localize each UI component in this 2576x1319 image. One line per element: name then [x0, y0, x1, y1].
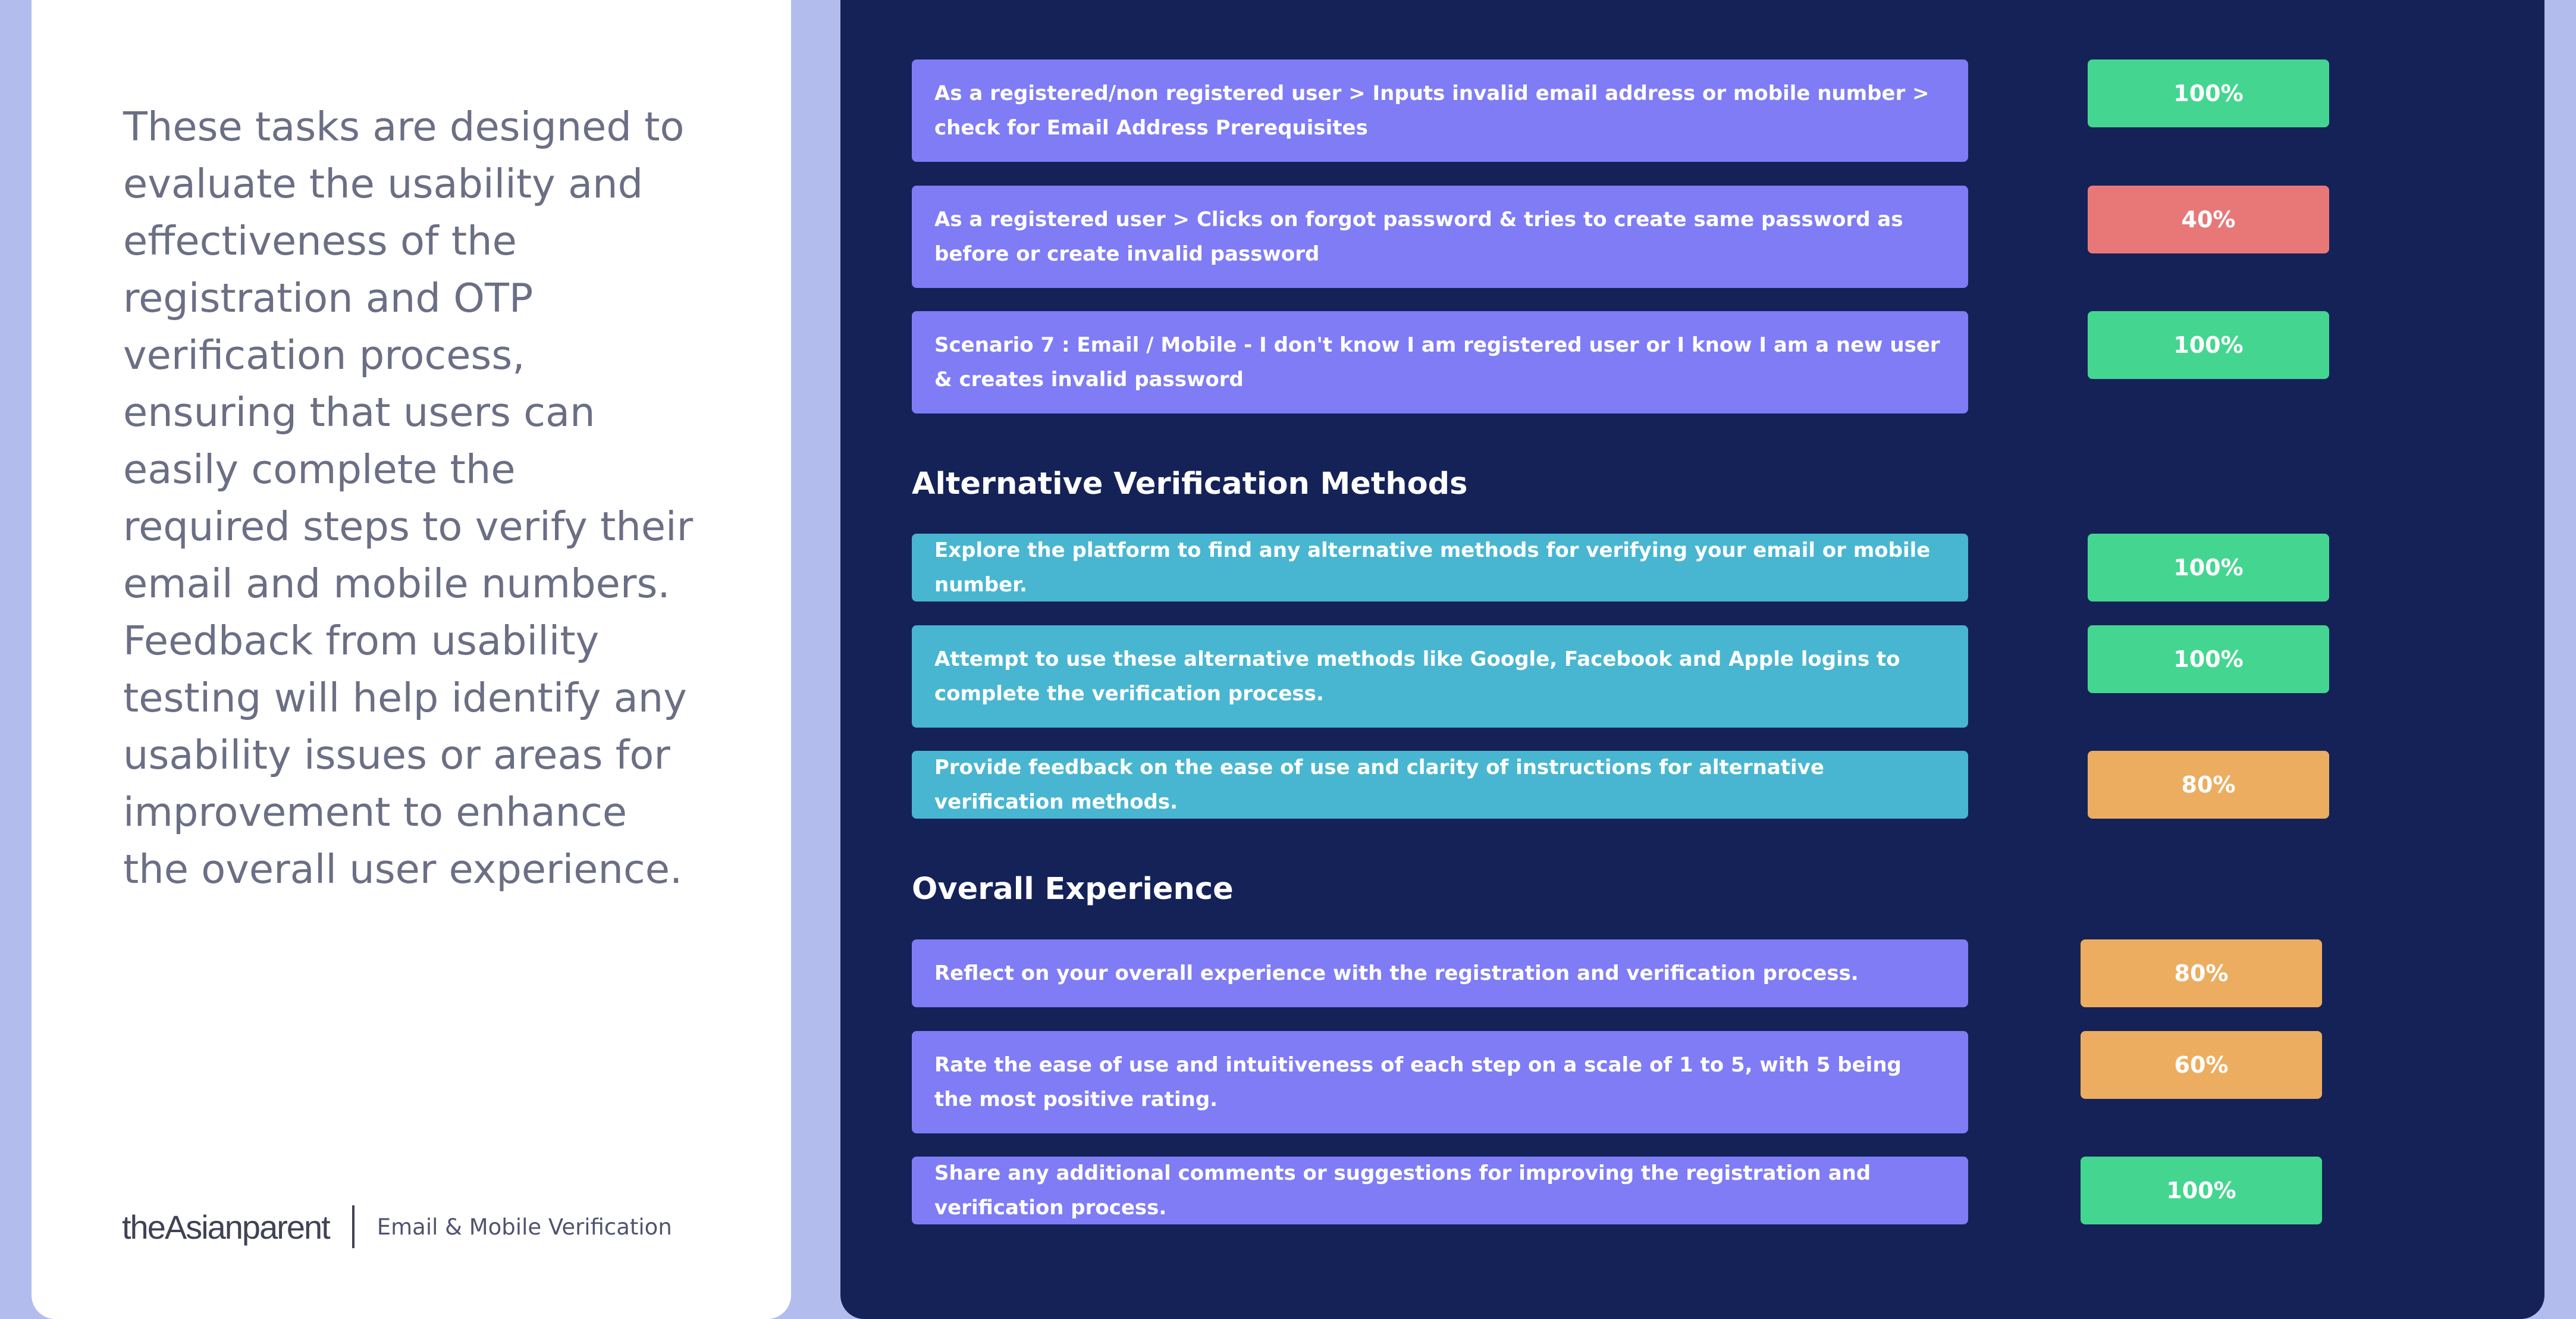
score-badge: 100% — [2088, 311, 2329, 379]
task-card — [912, 625, 1968, 728]
task-card — [912, 186, 1968, 288]
task-text: Explore the platform to find any alternative methods for verifying your email or mobile number. — [934, 538, 1931, 597]
score-badge: 40% — [2088, 186, 2329, 253]
task-text: Scenario 7 : Email / Mobile - I don't know I am registered user or I know I am a new user & creates invalid password — [934, 333, 1940, 391]
task-text: Provide feedback on the ease of use and clarity of instructions for alternative verification methods. — [934, 756, 1824, 814]
footer — [122, 1203, 672, 1251]
task-text: Reflect on your overall experience with the registration and verification process. — [934, 961, 1859, 985]
score-badge: 100% — [2088, 534, 2329, 601]
score-badge: 80% — [2088, 751, 2329, 819]
task-card — [912, 1157, 1968, 1224]
task-text: As a registered/non registered user > Inputs invalid email address or mobile number > check for Email Address Prerequisites — [934, 82, 1929, 140]
task-card — [912, 311, 1968, 413]
footer-caption: Email & Mobile Verification — [376, 1214, 672, 1240]
score-badge: 60% — [2081, 1031, 2322, 1099]
task-card — [912, 59, 1968, 162]
intro-text: These tasks are designed to evaluate the usability and effectiveness of the registration and OTP verification process, ensuring that users can easily complete the required steps to verify their email and mobile numbers. Feedback from usability testing will help identify any usability issues or areas for improvement to enhance the overall user experience. — [123, 104, 694, 892]
score-badge: 100% — [2081, 1157, 2322, 1224]
task-card — [912, 1031, 1968, 1133]
section-title: Alternative Verification Methods — [912, 466, 1468, 502]
section-title: Overall Experience — [912, 872, 1234, 907]
task-text: Attempt to use these alternative methods like Google, Facebook and Apple logins to complete the verification process. — [934, 647, 1900, 706]
task-text: As a registered user > Clicks on forgot password & tries to create same password as before or create invalid password — [934, 208, 1903, 266]
footer-divider — [352, 1205, 354, 1248]
task-card — [912, 939, 1968, 1007]
task-card — [912, 751, 1968, 819]
task-text: Share any additional comments or suggestions for improving the registration and verification process. — [934, 1161, 1871, 1220]
brand-logo: theAsianparent — [122, 1208, 330, 1246]
score-badge: 100% — [2088, 59, 2329, 127]
score-badge: 100% — [2088, 625, 2329, 693]
task-card — [912, 534, 1968, 601]
score-badge: 80% — [2081, 939, 2322, 1007]
task-text: Rate the ease of use and intuitiveness of each step on a scale of 1 to 5, with 5 being the most positive rating. — [934, 1053, 1902, 1111]
